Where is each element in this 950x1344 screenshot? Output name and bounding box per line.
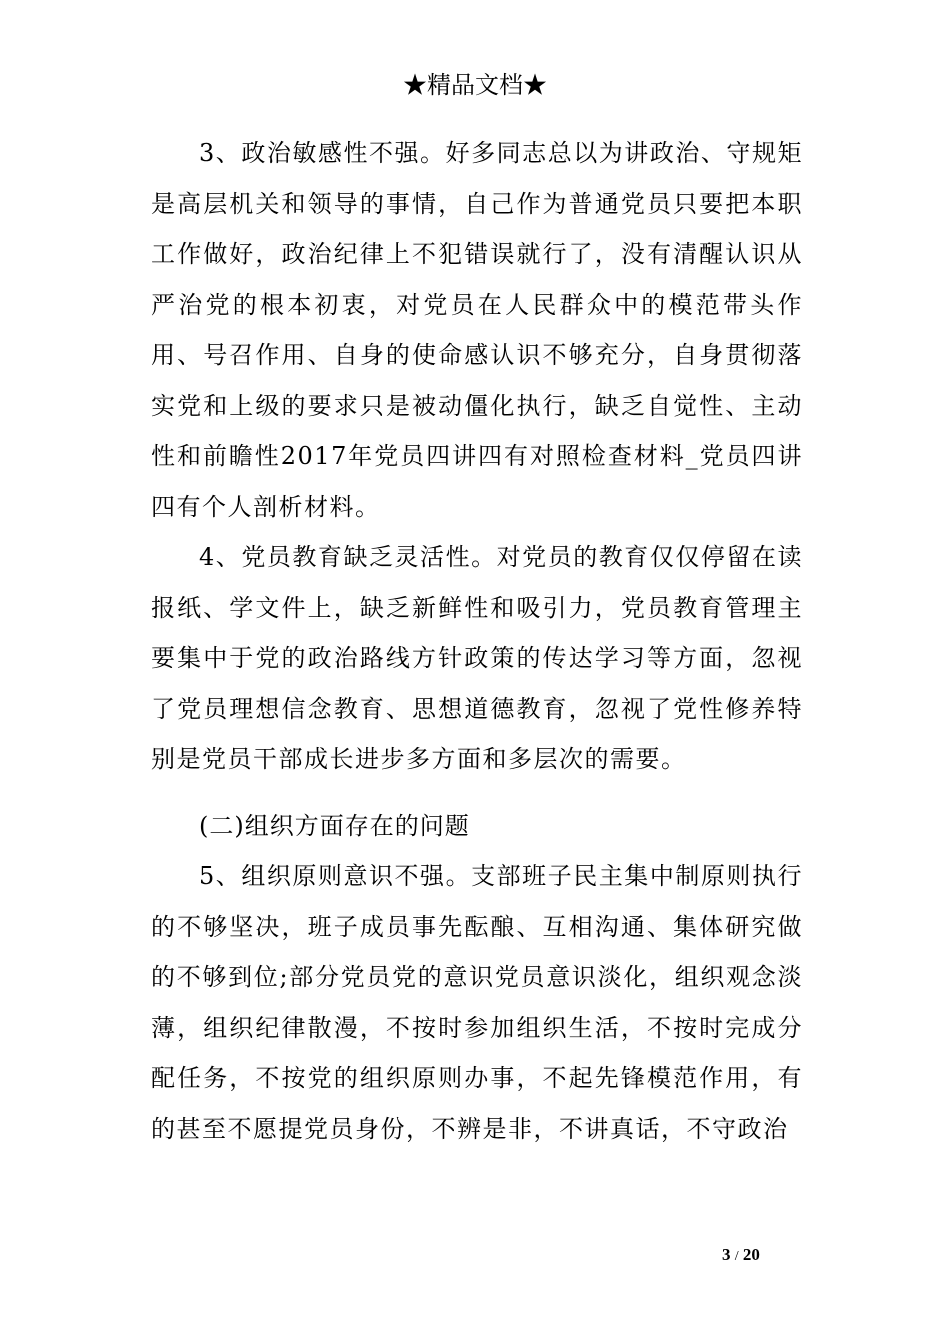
current-page: 3 (722, 1245, 731, 1264)
total-pages: 20 (742, 1245, 760, 1264)
paragraph-5: 5、组织原则意识不强。支部班子民主集中制原则执行的不够坚决，班子成员事先酝酿、互相沟通、集体研究做的不够到位;部分党员党的意识党员意识淡化，组织观念淡薄，组织纪律散漫，不按时参加组织生活，不按时完成分配任务，不按党的组织原则办事，不起先锋模范作用，有的甚至不愿提党员身份，不辨是非，不讲真话，不守政治 (151, 862, 803, 1143)
paragraph-4: 4、党员教育缺乏灵活性。对党员的教育仅仅停留在读报纸、学文件上，缺乏新鲜性和吸引力，党员教育管理主要集中于党的政治路线方针政策的传达学习等方面，忽视了党员理想信念教育、思想道德教育，忽视了党性修养特别是党员干部成长进步多方面和多层次的需要。 (151, 543, 803, 773)
page-separator: / (734, 1249, 739, 1264)
page-header-title: ★精品文档★ (403, 71, 547, 99)
page-number (722, 1244, 802, 1268)
document-body (151, 128, 803, 1154)
section-heading: (二)组织方面存在的问题 (199, 811, 470, 840)
paragraph-3: 3、政治敏感性不强。好多同志总以为讲政治、守规矩是高层机关和领导的事情，自己作为普通党员只要把本职工作做好，政治纪律上不犯错误就行了，没有清醒认识从严治党的根本初衷，对党员在人民群众中的模范带头作用、号召作用、自身的使命感认识不够充分，自身贯彻落实党和上级的要求只是被动僵化执行，缺乏自觉性、主动性和前瞻性2017年党员四讲四有对照检查材料_党员四讲四有个人剖析材料。 (151, 139, 803, 521)
